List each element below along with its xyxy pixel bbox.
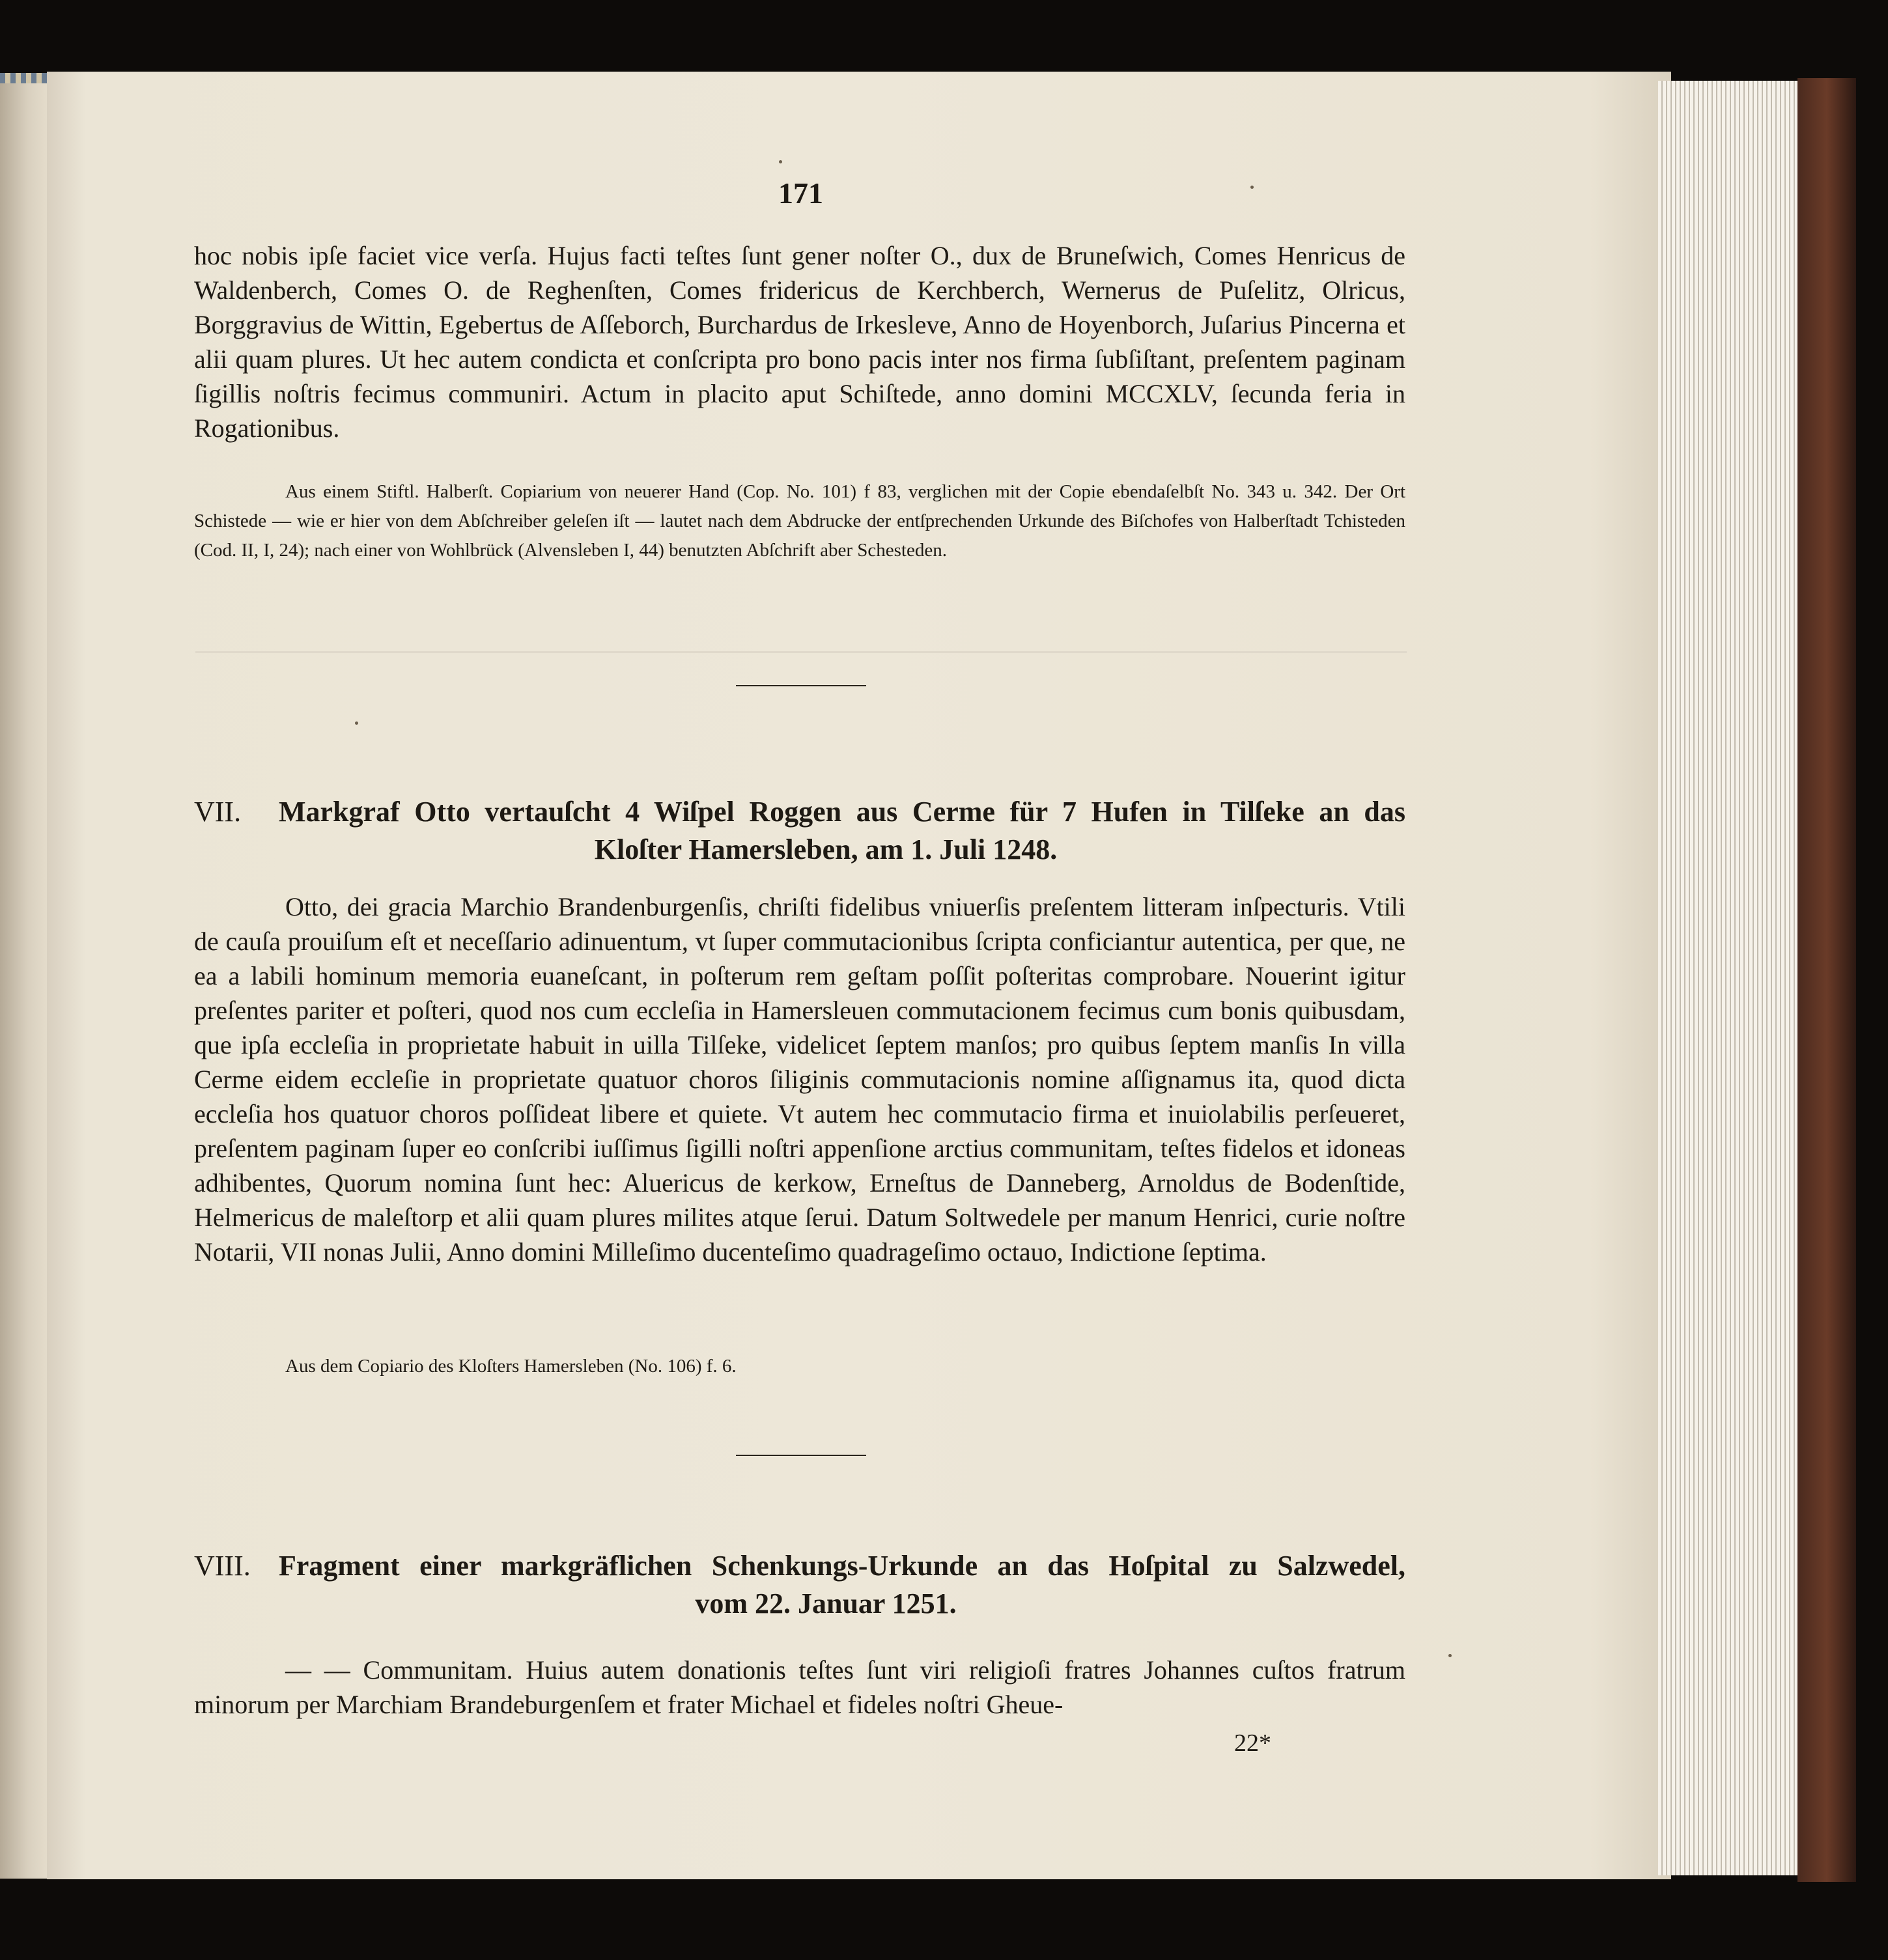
section-divider bbox=[736, 685, 866, 686]
section-vii-heading bbox=[194, 793, 1405, 869]
paper-speck bbox=[779, 160, 782, 163]
signature-mark: 22* bbox=[1234, 1729, 1271, 1757]
section-viii-body bbox=[194, 1653, 1405, 1722]
section-vii-title-line1: Markgraf Otto vertauſcht 4 Wiſpel Roggen aus Cerme für 7 Hufen in Tilſeke an das bbox=[279, 796, 1405, 828]
section-vii-note-text: Aus dem Copiario des Kloſters Hamersleben (No. 106) f. 6. bbox=[285, 1356, 737, 1377]
section-vii-body bbox=[194, 889, 1405, 1269]
continuation-paragraph: hoc nobis ipſe faciet vice verſa. Hujus facti teſtes ſunt gener noſter O., dux de Bruneſwich, Comes Henricus de Waldenberch, Comes O. de Reghenſten, Comes fridericus de Kerchberch, Wernerus de Puſelitz, Olricus, Borggravius de Wittin, Egebertus de Aſſeborch, Burchardus de Irkesleve, Anno de Hoyenborch, Juſarius Pincerna et alii quam plures. Ut hec autem condicta et conſcripta pro bono pacis inter nos firma ſubſiſtant, preſentem paginam ſigillis noſtris fecimus communiri. Actum in placito aput Schiſtede, anno domini MCCXLV, ſecunda feria in Rogationibus. bbox=[194, 241, 1405, 443]
left-page-edge bbox=[0, 73, 47, 1879]
section-vii-title-line2: Kloſter Hamersleben, am 1. Juli 1248. bbox=[594, 833, 1058, 865]
section-divider bbox=[736, 1455, 866, 1456]
continuation-note bbox=[194, 477, 1405, 565]
section-viii-number: VIII. bbox=[194, 1550, 251, 1582]
continuation-text bbox=[194, 238, 1405, 445]
section-vii-number: VII. bbox=[194, 796, 242, 828]
section-viii-title-line1: Fragment einer markgräflichen Schenkungs-Urkunde an das Hoſpital zu Salzwedel, bbox=[279, 1550, 1405, 1582]
section-viii-text: — — Communitam. Huius autem donationis teſtes ſunt viri religioſi fratres Johannes cuſtos fratrum minorum per Marchiam Brandeburgenſem et frater Michael et fideles noſtri Gheue- bbox=[194, 1655, 1405, 1719]
section-vii-note bbox=[194, 1352, 1405, 1381]
paper-speck bbox=[1250, 186, 1254, 189]
show-through-text bbox=[195, 651, 1407, 673]
section-viii-title-line2: vom 22. Januar 1251. bbox=[695, 1588, 957, 1619]
page-stack-edge bbox=[1658, 81, 1797, 1875]
page-number: 171 bbox=[778, 176, 823, 210]
paper-speck bbox=[355, 721, 358, 725]
paper-speck bbox=[1448, 1654, 1452, 1657]
continuation-note-text: Aus einem Stiftl. Halberſt. Copiarium von neuerer Hand (Cop. No. 101) f 83, verglichen mit der Copie ebendaſelbſt No. 343 u. 342. Der Ort Schistede — wie er hier von dem Abſchreiber geleſen iſt — lautet nach dem Abdrucke der entſprechenden Urkunde des Biſchofes von Halberſtadt Tchisteden (Cod. II, I, 24); nach einer von Wohlbrück (Alvensleben I, 44) benutzten Abſchrift aber Schesteden. bbox=[194, 481, 1405, 561]
section-viii-heading bbox=[194, 1547, 1405, 1623]
section-vii-text: Otto, dei gracia Marchio Brandenburgenſis, chriſti fidelibus vniuerſis preſentem litteram inſpecturis. Vtili de cauſa prouiſum eſt et neceſſario adinuentum, vt ſuper commutacionibus ſcripta conficiantur autentica, per que, ne ea a labili hominum memoria euaneſcant, in poſterum rem geſtam poſſit poſteritas comprobare. Nouerint igitur preſentes pariter et poſteri, quod nos cum eccleſia in Hamersleuen commutacionem fecimus cum bonis quibusdam, que ipſa eccleſia in proprietate habuit in uilla Tilſeke, videlicet ſeptem manſos; pro quibus ſeptem manſis In villa Cerme eidem eccleſie in proprietate quatuor choros ſiliginis commutacionis nomine aſſignamus ita, quod dicta eccleſia hos quatuor choros poſſideat libere et quiete. Vt autem hec commutacio firma et inuiolabilis perſeueret, preſentem paginam ſuper eo conſcribi iuſſimus ſigilli noſtri appenſione arctius communitam, teſtes fidelos et idoneas adhibentes, Quorum nomina ſunt hec: Aluericus de kerkow, Erneſtus de Danneberg, Arnoldus de Bodenſtide, Helmericus de maleſtorp et alii quam plures milites atque ſerui. Datum Soltwedele per manum Henrici, curie noſtre Notarii, VII nonas Julii, Anno domini Milleſimo ducenteſimo quadrageſimo octauo, Indictione ſeptima. bbox=[194, 892, 1405, 1267]
book-cover-edge bbox=[1797, 78, 1856, 1882]
